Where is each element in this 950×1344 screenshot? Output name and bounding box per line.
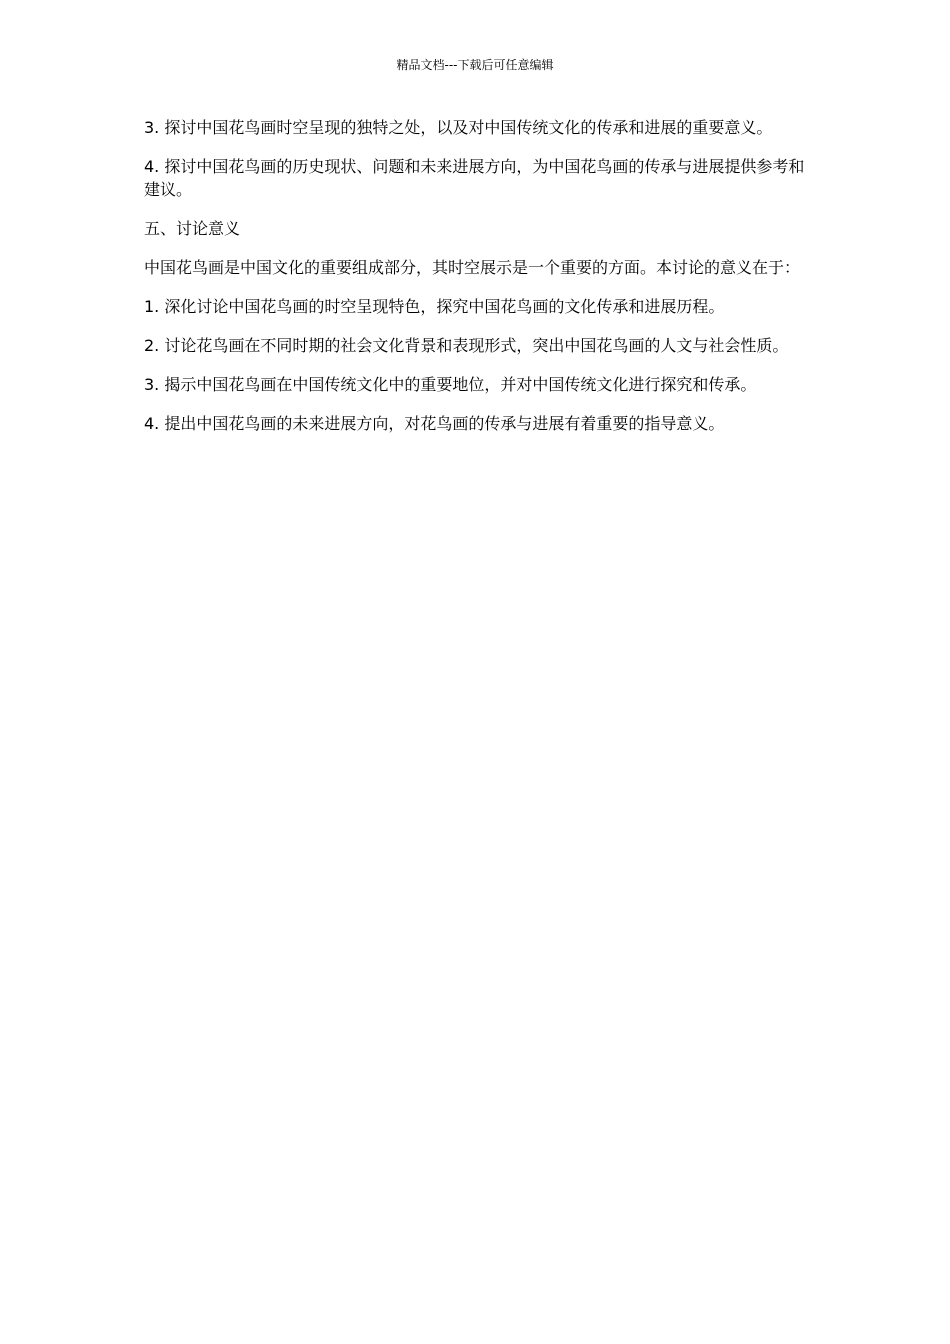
section-heading: 五、讨论意义 (144, 219, 241, 238)
objective-item-4: 4. 探讨中国花鸟画的历史现状、问题和未来进展方向，为中国花鸟画的传承与进展提供参考和建议。 (144, 157, 805, 199)
significance-item-1: 1. 深化讨论中国花鸟画的时空呈现特色，探究中国花鸟画的文化传承和进展历程。 (144, 297, 725, 316)
page-header: 精品文档---下载后可任意编辑 (396, 58, 554, 72)
significance-intro: 中国花鸟画是中国文化的重要组成部分，其时空展示是一个重要的方面。本讨论的意义在于： (144, 258, 801, 277)
significance-item-2: 2. 讨论花鸟画在不同时期的社会文化背景和表现形式，突出中国花鸟画的人文与社会性质。 (144, 336, 789, 355)
significance-item-4: 4. 提出中国花鸟画的未来进展方向，对花鸟画的传承与进展有着重要的指导意义。 (144, 414, 725, 433)
significance-item-3: 3. 揭示中国花鸟画在中国传统文化中的重要地位，并对中国传统文化进行探究和传承。 (144, 375, 757, 394)
objective-item-3: 3. 探讨中国花鸟画时空呈现的独特之处，以及对中国传统文化的传承和进展的重要意义。 (144, 118, 773, 137)
document-body (144, 116, 812, 451)
